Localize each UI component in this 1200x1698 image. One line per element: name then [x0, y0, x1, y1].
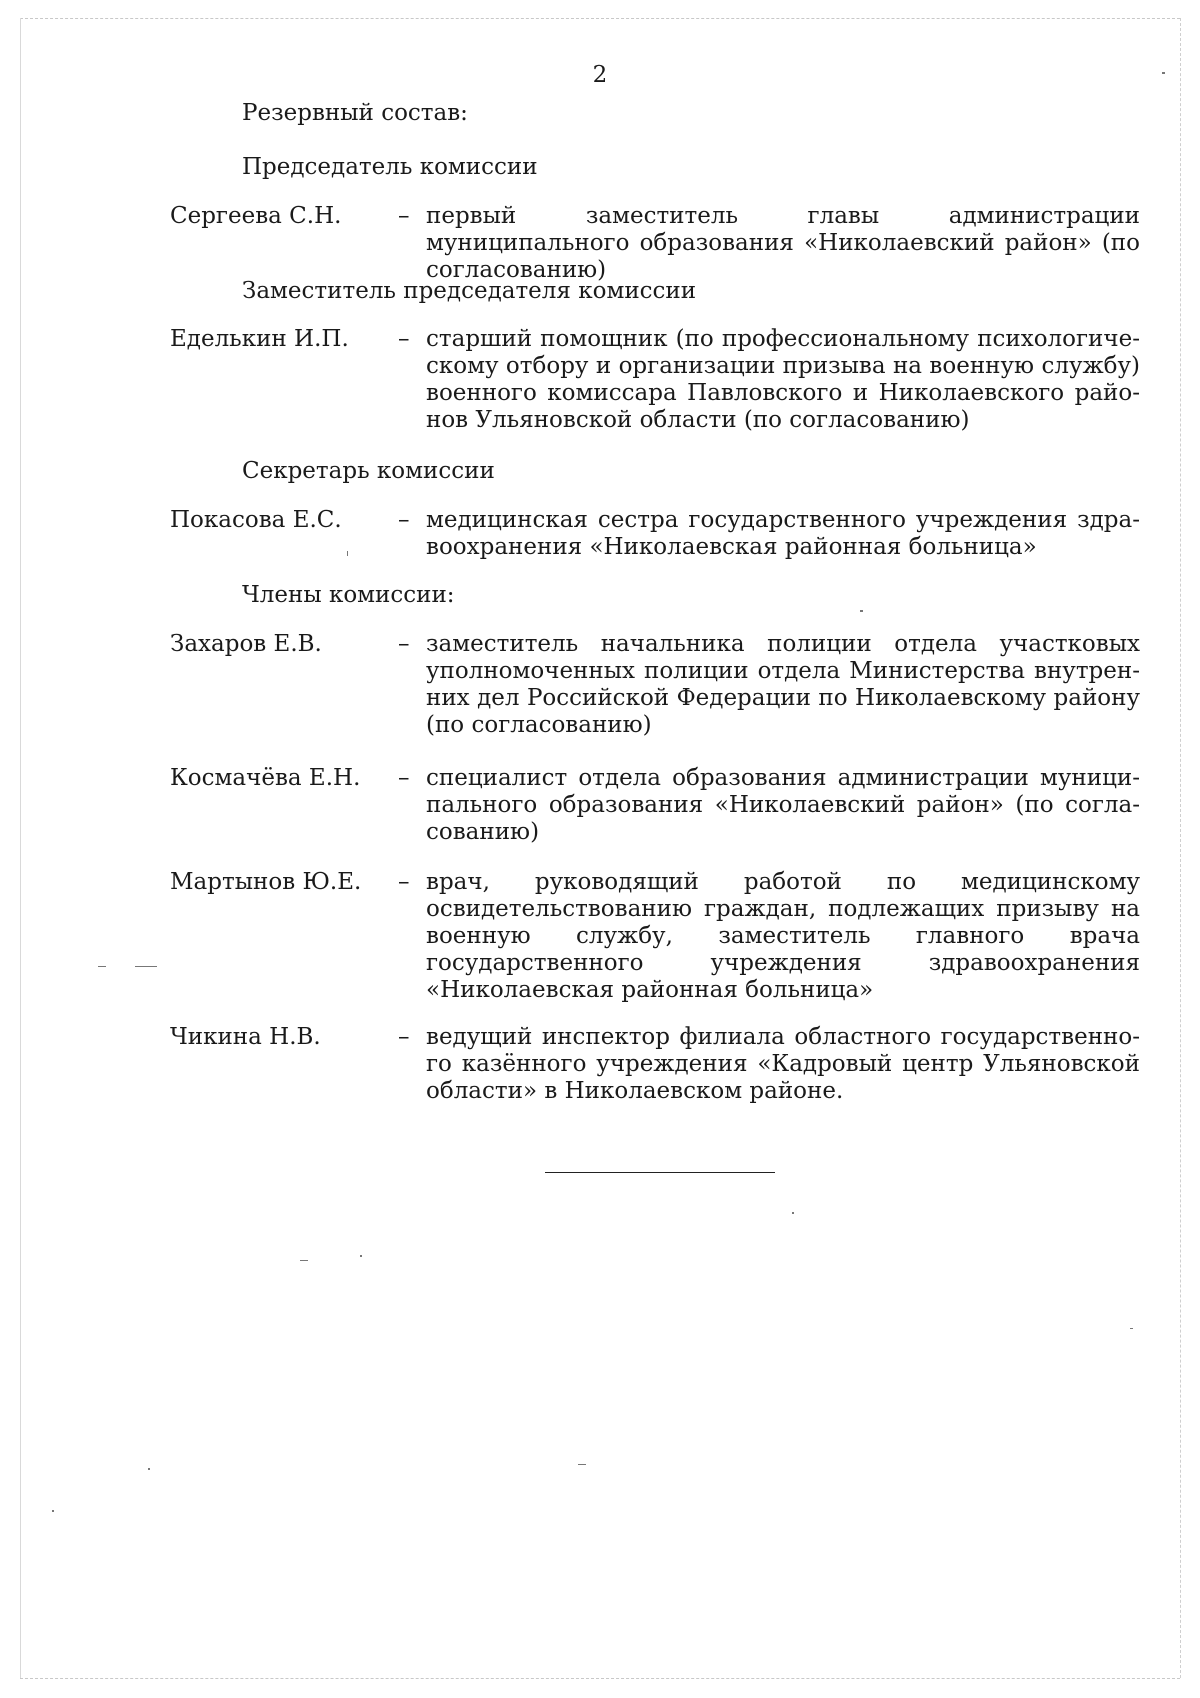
- secretary-heading: Секретарь комиссии: [242, 458, 495, 484]
- dash-separator: –: [398, 326, 410, 352]
- scan-speck: [1162, 72, 1165, 74]
- member-name: Космачёва Е.Н.: [170, 765, 361, 791]
- reserve-title: Резервный состав:: [242, 100, 468, 126]
- chair-heading: Председатель комиссии: [242, 154, 538, 180]
- dash-separator: –: [398, 765, 410, 791]
- scan-speck: [98, 966, 106, 967]
- scan-edge-top: [20, 18, 1180, 19]
- scan-speck: [135, 966, 157, 967]
- scan-speck: [347, 551, 348, 556]
- scan-speck: [860, 610, 863, 612]
- member-description: старший помощник (по профессиональному психологическому отбору и организации призыва на военную службу) военного комиссара Павловского и Николаевского районов Ульяновской области (по согласованию): [426, 326, 1140, 433]
- members-heading: Члены комиссии:: [242, 582, 455, 608]
- scan-speck: [52, 1510, 54, 1512]
- dash-separator: –: [398, 631, 410, 657]
- scan-edge-bottom: [20, 1678, 1180, 1679]
- scan-edge-left: [20, 18, 21, 1678]
- member-description: врач, руководящий работой по медицинскому освидетельствованию граждан, подлежащих призыву на военную службу, заместитель главного врача государственного учреждения здравоохранения «Николаевская районная больница»: [426, 869, 1140, 1003]
- member-name: Чикина Н.В.: [170, 1024, 321, 1050]
- scan-speck: [578, 1464, 586, 1465]
- member-description: медицинская сестра государственного учреждения здравоохранения «Николаевская районная больница»: [426, 507, 1140, 560]
- member-description: ведущий инспектор филиала областного государственного казённого учреждения «Кадровый центр Ульяновской области» в Николаевском районе.: [426, 1024, 1140, 1104]
- member-name: Мартынов Ю.Е.: [170, 869, 362, 895]
- scan-speck: [792, 1212, 794, 1214]
- dash-separator: –: [398, 869, 410, 895]
- member-name: Покасова Е.С.: [170, 507, 342, 533]
- scan-speck: [360, 1255, 362, 1257]
- deputy-heading: Заместитель председателя комиссии: [242, 278, 697, 304]
- member-name: Сергеева С.Н.: [170, 203, 342, 229]
- dash-separator: –: [398, 1024, 410, 1050]
- member-name: Захаров Е.В.: [170, 631, 322, 657]
- dash-separator: –: [398, 203, 410, 229]
- scan-speck: [1130, 1328, 1133, 1329]
- member-description: заместитель начальника полиции отдела участковых уполномоченных полиции отдела Министерства внутренних дел Российской Федерации по Николаевскому району (по согласованию): [426, 631, 1140, 738]
- end-of-list-rule: [545, 1172, 775, 1173]
- member-description: специалист отдела образования администрации муниципального образования «Николаевский район» (по согласованию): [426, 765, 1140, 845]
- scan-speck: [148, 1468, 150, 1470]
- dash-separator: –: [398, 507, 410, 533]
- member-description: первый заместитель главы администрации муниципального образования «Николаевский район» (по согласованию): [426, 203, 1140, 283]
- scan-edge-right: [1180, 18, 1181, 1678]
- member-name: Еделькин И.П.: [170, 326, 349, 352]
- scan-speck: [300, 1260, 308, 1261]
- page-number: 2: [592, 62, 608, 88]
